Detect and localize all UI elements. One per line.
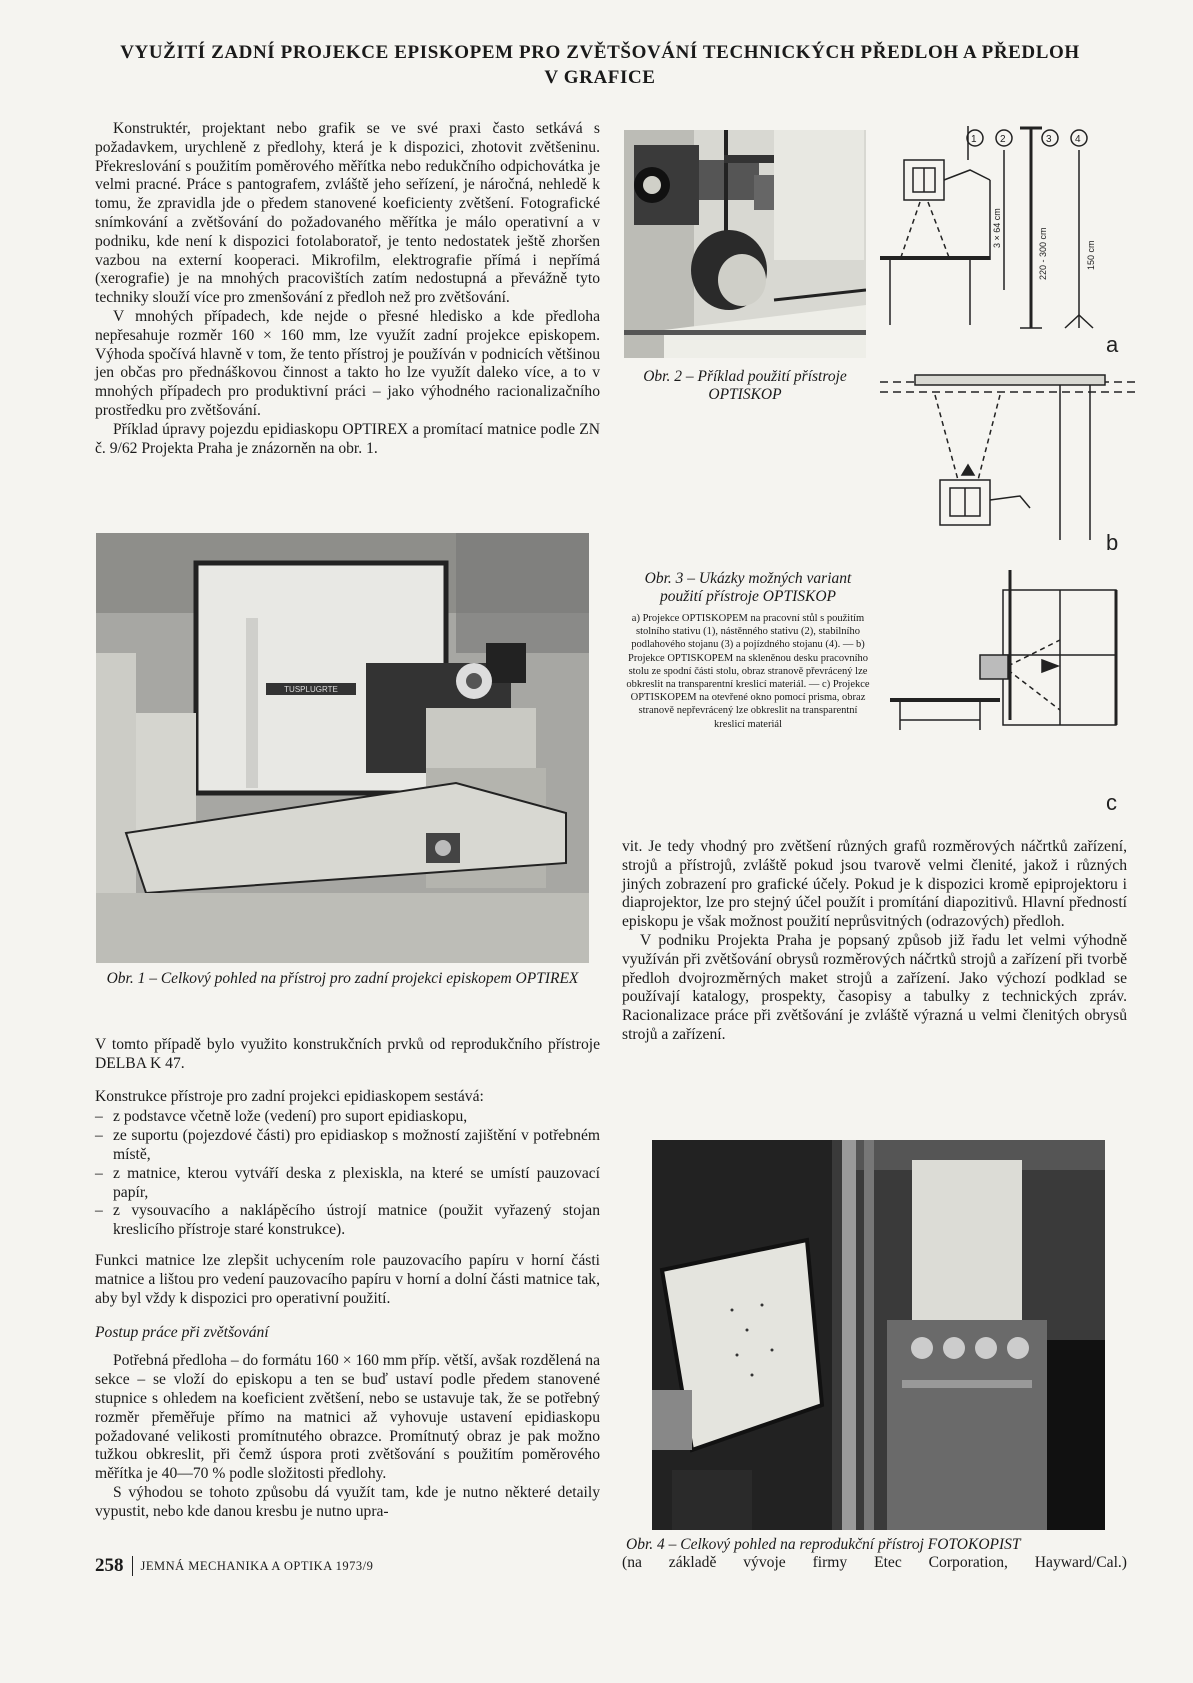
label-dim-3: 150 cm	[1086, 240, 1096, 270]
right-body-text	[622, 838, 1127, 1045]
figure-3-diagrams	[880, 120, 1150, 820]
figure-2-photo	[624, 130, 866, 358]
label-3: 3	[1046, 134, 1052, 145]
label-c: c	[1106, 790, 1117, 815]
page-footer	[95, 1555, 373, 1577]
figure-1-photo	[96, 533, 589, 963]
figure-2-illustration	[624, 130, 866, 358]
right-paragraph-1: vit. Je tedy vhodný pro zvětšení různých grafů rozměrových náčrtků zařízení, strojů a přístrojů, zvláště pokud jsou tvarově velmi členité, jakož i různých jiných zobrazení pro grafické účely. Pokud je k dispozici kromě epiprojektoru i diaprojektor, lze pro stejný účel použít i promítání diapozitivů. Hlavní předností episkopu je však možnost použití neprůsvitných (odrazových) předloh.	[622, 838, 1127, 931]
diagram-b	[880, 375, 1140, 540]
label-2: 2	[1000, 134, 1006, 145]
figure-2-caption: Obr. 2 – Příklad použití přístroje OPTISKOP	[643, 368, 847, 403]
body-paragraph-5: S výhodou se tohoto způsobu dá využít tam, kde je nutno některé detaily vypustit, nebo kde danou kresbu je nutno upra-	[95, 1483, 600, 1520]
body-paragraph-3: Funkci matnice lze zlepšit uchycením role pauzovacího papíru v horní části matnice a lištou pro vedení pauzovacího papíru v horní a dolní části matnice tak, aby byl vždy k dispozici pro operativní použití.	[95, 1251, 600, 1307]
figure-1-illustration	[96, 533, 589, 963]
construction-list	[95, 1108, 600, 1240]
title-line-1: VYUŽITÍ ZADNÍ PROJEKCE EPISKOPEM PRO ZVĚTŠOVÁNÍ TECHNICKÝCH PŘEDLOH A PŘEDLOH	[120, 42, 1080, 63]
diagram-c	[890, 570, 1116, 730]
list-item: – z matnice, kterou vytváří deska z plexiskla, na které se umístí pauzovací papír,	[95, 1165, 600, 1203]
figure-3-caption: Obr. 3 – Ukázky možných variant použití přístroje OPTISKOP	[644, 570, 852, 605]
left-body-text	[95, 1036, 600, 1522]
figure-4-caption-block	[622, 1536, 1127, 1573]
figure-4-photo	[652, 1140, 1105, 1530]
title-line-2: V GRAFICE	[544, 67, 656, 88]
list-item: – z podstavce včetně lože (vedení) pro suport epidiaskopu,	[95, 1108, 600, 1127]
label-4: 4	[1075, 134, 1081, 145]
page-number: 258	[95, 1555, 124, 1576]
figure-1-caption: Obr. 1 – Celkový pohled na přístroj pro zadní projekci episkopem OPTIREX	[106, 970, 579, 987]
body-paragraph-4: Potřebná předloha – do formátu 160 × 160 mm příp. větší, avšak rozdělená na sekce – se vloží do episkopu a ten se buď ustaví podle předem stanovené stupnice s ohledem na koeficient zvětšení, nebo se ustavuje tak, že se potřebný rozměr přeměřuje přímo na matnici až vyhovuje ustavení epidiaskopu požadované velikosti promítnutého obrazce. Promítnutý obraz je pak možno tužkou obkreslit, při čemž úspora proti zvětšování s použitím poměrového měřítka je 40—70 % podle složitosti předlohy.	[95, 1352, 600, 1483]
intro-text	[95, 120, 600, 458]
intro-paragraph-1: Konstruktér, projektant nebo grafik se ve své praxi často setkává s požadavkem, urychleně z předlohy, která je k dispozici, zhotovit zvětšeninu. Překreslování s použitím poměrového měřítka nebo redukčního odpichovátka je velmi pracné. Práce s pantografem, zvláště jeho seřízení, je náročná, nehledě k tomu, že zpravidla jde o předem stanovené koeficienty zvětšení. Fotografické snímkování a zvětšování do požadovaného měřítka je málo operativní a v podniku, kde není k dispozici fotolaboratoř, je tento nedostatek ještě zhoršen vazbou na externí kooperaci. Mikrofilm, elektrografie přímá i nepřímá (xerografie) je na mnohých pracovištích zatím nedostupná a převážně tyto techniky slouží více pro zmenšování z předloh než pro zvětšování.	[95, 120, 600, 307]
label-dim-1: 3 × 64 cm	[992, 208, 1002, 248]
label-1: 1	[971, 134, 977, 145]
figure-4-caption-line-1: Obr. 4 – Celkový pohled na reprodukční přístroj FOTOKOPIST	[626, 1536, 1021, 1553]
right-paragraph-2: V podniku Projekta Praha je popsaný způsob již řadu let velmi výhodně využíván při zvětšování obrysů rozměrových náčrtků strojů a zařízení při tvorbě předloh dvojrozměrných maket strojů a zařízení. Jako výchozí podklad se používají katalogy, prospekty, časopisy a tabulky z technických zpráv. Racionalizace práce při zvětšování je zvláště výrazná u velmi členitých obrysů strojů a zařízení.	[622, 931, 1127, 1043]
figure-1-caption-block	[95, 970, 590, 988]
body-paragraph-1: V tomto případě bylo využito konstrukčních prvků od reprodukčního přístroje DELBA K 47.	[95, 1036, 600, 1072]
figure-4-caption-line-2: (na základě vývoje firmy Etec Corporation, Hayward/Cal.)	[622, 1554, 1127, 1571]
label-dim-2: 220 - 300 cm	[1038, 227, 1048, 280]
figure-2-caption-block	[620, 368, 870, 404]
body-paragraph-2: Konstrukce přístroje pro zadní projekci epidiaskopem sestává:	[95, 1087, 484, 1105]
article-title	[70, 40, 1130, 90]
figure-3-description: a) Projekce OPTISKOPEM na pracovní stůl s použitím stolního stativu (1), nástěnného stativu (2), stabilního podlahového stojanu (3) a pojízdného stojanu (4). — b) Projekce OPTISKOPEM na skleněnou desku pracovního stolu ze spodní části stolu, obraz stranově převrácený lze obkreslit na transparentní kreslicí materiál. — c) Projekce OPTISKOPEM na otevřené okno pomocí prisma, obraz stranově nepřevrácený lze obkreslit na transparentní kreslicí materiál	[626, 613, 870, 730]
journal-name: JEMNÁ MECHANIKA A OPTIKA 1973/9	[140, 1558, 374, 1573]
list-item: – ze suportu (pojezdové části) pro epidiaskop s možností zajištění v potřebném místě,	[95, 1127, 600, 1165]
footer-divider	[132, 1556, 133, 1576]
figure-4-illustration	[652, 1140, 1105, 1530]
list-item: – z vysouvacího a naklápěcího ústrojí matnice (použit vyřazený stojan kreslicího přístroje staré konstrukce).	[95, 1202, 600, 1240]
section-heading: Postup práce při zvětšování	[95, 1324, 269, 1342]
diagram-a	[880, 126, 1093, 328]
label-b: b	[1106, 530, 1119, 555]
intro-paragraph-3: Příklad úpravy pojezdu epidiaskopu OPTIREX a promítací matnice podle ZN č. 9/62 Projekta Praha je znázorněn na obr. 1.	[95, 420, 600, 457]
figure-1-machine-label: TUSPLUGRTE	[284, 685, 338, 694]
label-a: a	[1106, 332, 1119, 357]
diagram-a-labels	[971, 134, 1119, 357]
figure-3-caption-block	[622, 570, 874, 731]
intro-paragraph-2: V mnohých případech, kde nejde o přesné hledisko a kde předloha nepřesahuje rozměr 160 × 160 mm, lze využít zadní projekce episkopem. Výhoda spočívá hlavně v tom, že tento přístroj je používán v podnicích většinou jen občas pro přednáškovou činnost a takto ho lze využít daleko více, a to v mnohých případech pro produktivní práci – jako výhodného racionalizačního prostředku pro zvětšování.	[95, 307, 600, 419]
